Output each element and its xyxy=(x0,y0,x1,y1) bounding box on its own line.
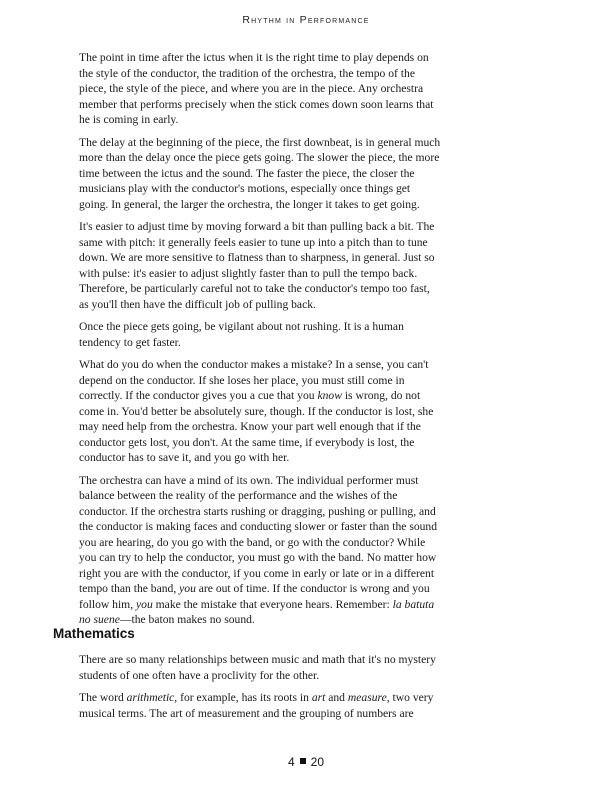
emphasis: you xyxy=(136,597,153,611)
page-number xyxy=(0,755,612,769)
page-number-value: 20 xyxy=(310,755,325,769)
paragraph: The word arithmetic, for example, has its roots in art and measure, two very musical terms. The art of measurement and the grouping of numbers are xyxy=(79,691,434,720)
paragraph: What do you do when the conductor makes a mistake? In a sense, you can't depend on the conductor. If she loses her place, you must still come in correctly. If the conductor gives you a cue that you know is wrong, do not come in. You'd better be absolutely sure, though. If the conductor is lost, she may need help from the orchestra. Know your part well enough that if the conductor gets lost, you don't. At the same time, if everybody is lost, the conductor has to save it, and you go with her. xyxy=(79,358,434,464)
paragraph: There are so many relationships between music and math that it's no mystery students of one often have a proclivity for the other. xyxy=(79,653,436,682)
emphasis: measure, xyxy=(347,691,390,704)
body-text xyxy=(79,50,441,635)
emphasis: la batuta no suene xyxy=(79,597,435,626)
paragraph: The orchestra can have a mind of its own. The individual performer must balance between the reality of the performance and the wishes of the conductor. If the orchestra starts rushing or dragging, pushing or pulling, and the conductor is making faces and conducting slower or faster than the sound you are hearing, do you go with the band, or go with the conductor? While you can try to help the conductor, you must go with the band. No matter how right you are with the conductor, if you come in early or late or in a different tempo than the band, you are out of time. If the conductor is wrong and you follow him, you make the mistake that everyone hears. Remember: la batuta no suene—the baton makes no sound. xyxy=(79,473,438,626)
running-head: Rhythm in Performance xyxy=(242,14,370,26)
section-body-text xyxy=(79,652,441,728)
section-heading: Mathematics xyxy=(53,626,135,641)
emphasis: arithmetic, xyxy=(126,691,178,704)
emphasis: you xyxy=(179,582,196,595)
emphasis: art xyxy=(311,691,326,704)
paragraph: Once the piece gets going, be vigilant about not rushing. It is a human tendency to get faster. xyxy=(79,320,404,349)
emphasis: know xyxy=(317,389,342,402)
paragraph: The point in time after the ictus when it is the right time to play depends on the style of the conductor, the tradition of the orchestra, the tempo of the piece, the style of the piece, and where you are in the piece. Any orchestra member that performs precisely when the stick comes down soon learns that he is coming in early. xyxy=(79,51,434,126)
paragraph: The delay at the beginning of the piece, the first downbeat, is in general much more than the delay once the piece gets going. The slower the piece, the more time between the ictus and the sound. The faster the piece, the closer the musicians play with the conductor's motions, especially once things get going. In general, the larger the orchestra, the longer it takes to get going. xyxy=(79,135,441,211)
chapter-number: 4 xyxy=(287,755,295,769)
square-separator-icon xyxy=(300,758,306,764)
paragraph: It's easier to adjust time by moving forward a bit than pulling back a bit. The same with pitch: it generally feels easier to tune up into a pitch than to tune down. We are more sensitive to flatness than to sharpness, in general. Just so with pulse: it's easier to adjust slightly faster than to pull the tempo back. Therefore, be particularly careful not to take the conductor's tempo too fast, as you'll then have the difficult job of pulling back. xyxy=(79,220,435,311)
